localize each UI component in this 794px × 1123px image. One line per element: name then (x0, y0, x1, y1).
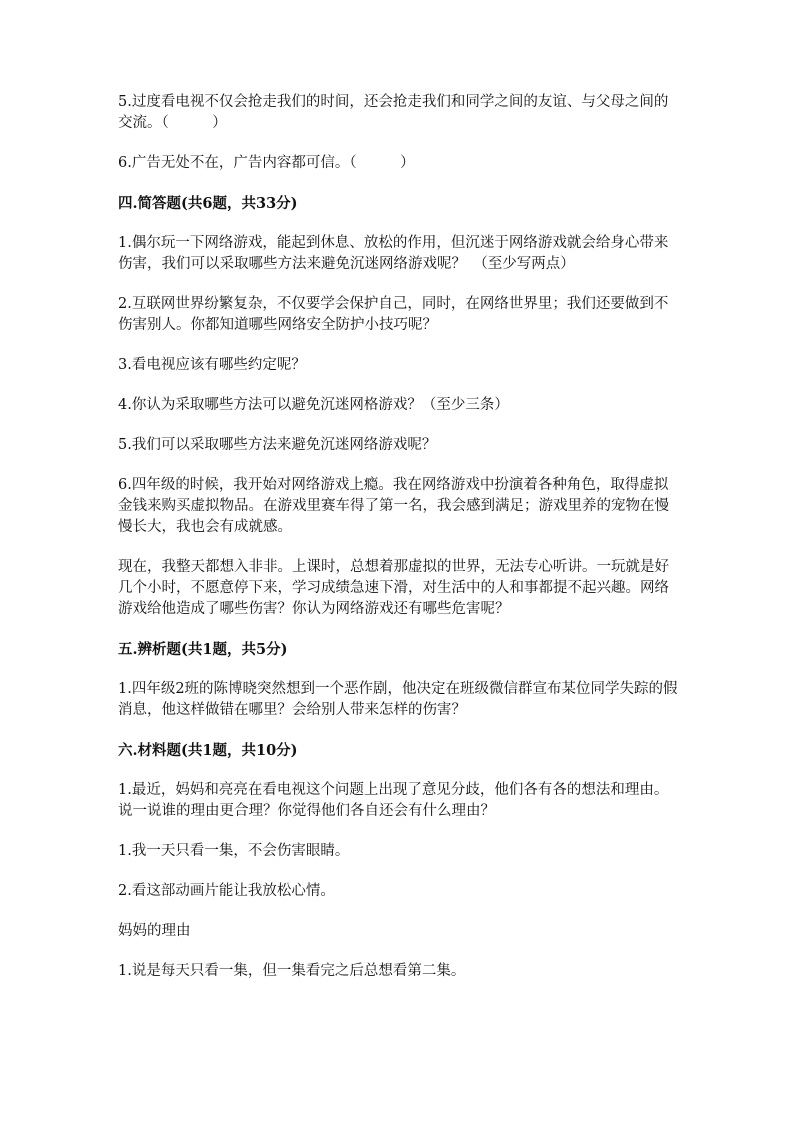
liangliang-reason-1: 1.我一天只看一集，不会伤害眼睛。 (118, 843, 350, 859)
document-page (118, 92, 678, 1001)
mom-reason-1: 1.说是每天只看一集，但一集看完之后总想看第二集。 (118, 963, 466, 979)
short-answer-question-4: 4.你认为采取哪些方法可以避免沉迷网格游戏？（至少三条） (118, 397, 509, 413)
analysis-question-1: 1.四年级2班的陈博晓突然想到一个恶作剧，他决定在班级微信群宣布某位同学失踪的假消息，他这样做错在哪里？会给别人带来怎样的伤害？ (118, 681, 678, 718)
short-answer-question-6-part-2: 现在，我整天都想入非非。上课时，总想着那虚拟的世界，无法专心听讲。一玩就是好几个小时，不愿意停下来，学习成绩急速下滑，对生活中的人和事都提不起兴趣。网络游戏给他造成了哪些伤害？你认为网络游戏还有哪些危害呢？ (118, 559, 669, 617)
short-answer-question-3: 3.看电视应该有哪些约定呢？ (118, 357, 306, 373)
material-question-1: 1.最近，妈妈和亮亮在看电视这个问题上出现了意见分歧，他们各有各的想法和理由。说一说谁的理由更合理？你觉得他们各自还会有什么理由？ (118, 782, 669, 819)
material-heading: 六.材料题(共1题，共10分) (118, 742, 298, 759)
judge-question-6: 6.广告无处不在，广告内容都可信。（ ） (118, 155, 415, 171)
judge-question-5: 5.过度看电视不仅会抢走我们的时间，还会抢走我们和同学之间的友谊、与父母之间的交流。（ ） (118, 94, 669, 131)
short-answer-heading: 四.简答题(共6题，共33分) (118, 195, 298, 212)
short-answer-question-2: 2.互联网世界纷繁复杂，不仅要学会保护自己，同时，在网络世界里；我们还要做到不伤害别人。你都知道哪些网络安全防护小技巧呢？ (118, 296, 669, 333)
analysis-heading: 五.辨析题(共1题，共5分) (118, 641, 288, 658)
liangliang-reason-2: 2.看这部动画片能让我放松心情。 (118, 883, 335, 899)
short-answer-question-5: 5.我们可以采取哪些方法来避免沉迷网络游戏呢？ (118, 437, 437, 453)
short-answer-question-1: 1.偶尔玩一下网络游戏，能起到休息、放松的作用，但沉迷于网络游戏就会给身心带来伤害，我们可以采取哪些方法来避免沉迷网络游戏呢？ （至少写两点） (118, 235, 669, 272)
short-answer-question-6-part-1: 6.四年级的时候，我开始对网络游戏上瘾。我在网络游戏中扮演着各种角色，取得虚拟金钱来购买虚拟物品。在游戏里赛车得了第一名，我会感到满足；游戏里养的宠物在慢慢长大，我也会有成就感。 (118, 477, 669, 535)
mom-reason-label: 妈妈的理由 (118, 923, 191, 939)
